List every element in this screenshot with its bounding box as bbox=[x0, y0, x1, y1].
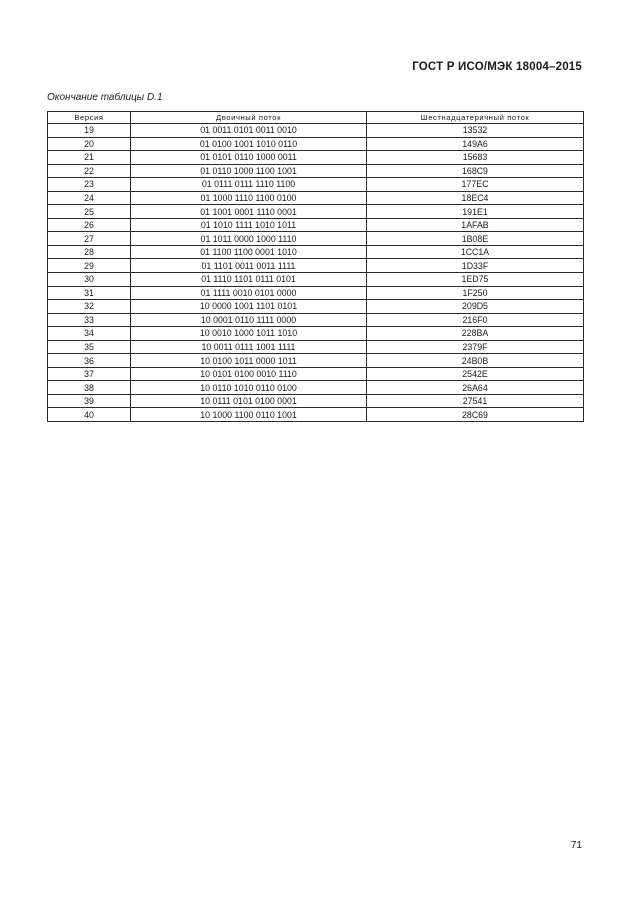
table-row bbox=[48, 137, 584, 151]
version-stream-table bbox=[47, 111, 584, 422]
cell-binary-stream: 10 0001 0110 1111 0000 bbox=[131, 313, 367, 327]
table-row bbox=[48, 191, 584, 205]
cell-hex-stream: 177EC bbox=[367, 178, 584, 192]
cell-hex-stream: 18EC4 bbox=[367, 191, 584, 205]
cell-version: 37 bbox=[48, 367, 131, 381]
table-row bbox=[48, 178, 584, 192]
column-header-version: Версия bbox=[48, 112, 131, 124]
cell-hex-stream: 1CC1A bbox=[367, 245, 584, 259]
page-number: 71 bbox=[570, 840, 582, 851]
table-row bbox=[48, 218, 584, 232]
table-header-row bbox=[48, 112, 584, 124]
table-row bbox=[48, 313, 584, 327]
table-row bbox=[48, 340, 584, 354]
cell-hex-stream: 209D5 bbox=[367, 300, 584, 314]
table-row bbox=[48, 381, 584, 395]
table-caption: Окончание таблицы D.1 bbox=[47, 92, 163, 103]
cell-version: 27 bbox=[48, 232, 131, 246]
table-row bbox=[48, 205, 584, 219]
cell-hex-stream: 24B0B bbox=[367, 354, 584, 368]
document-standard-title: ГОСТ Р ИСО/МЭК 18004–2015 bbox=[412, 61, 582, 73]
cell-version: 39 bbox=[48, 394, 131, 408]
table-row bbox=[48, 354, 584, 368]
cell-hex-stream: 26A64 bbox=[367, 381, 584, 395]
cell-version: 40 bbox=[48, 408, 131, 422]
table-row bbox=[48, 367, 584, 381]
cell-version: 26 bbox=[48, 218, 131, 232]
cell-hex-stream: 149A6 bbox=[367, 137, 584, 151]
cell-binary-stream: 01 0111 0111 1110 1100 bbox=[131, 178, 367, 192]
cell-version: 23 bbox=[48, 178, 131, 192]
cell-hex-stream: 2542E bbox=[367, 367, 584, 381]
cell-hex-stream: 28C69 bbox=[367, 408, 584, 422]
cell-binary-stream: 01 0011 0101 0011 0010 bbox=[131, 124, 367, 138]
cell-hex-stream: 15683 bbox=[367, 151, 584, 165]
cell-binary-stream: 01 0110 1000 1100 1001 bbox=[131, 164, 367, 178]
table-row bbox=[48, 124, 584, 138]
cell-hex-stream: 1ED75 bbox=[367, 273, 584, 287]
cell-hex-stream: 13532 bbox=[367, 124, 584, 138]
cell-version: 19 bbox=[48, 124, 131, 138]
table-body bbox=[48, 124, 584, 422]
cell-binary-stream: 10 0000 1001 1101 0101 bbox=[131, 300, 367, 314]
cell-binary-stream: 01 0101 0110 1000 0011 bbox=[131, 151, 367, 165]
cell-binary-stream: 10 0111 0101 0100 0001 bbox=[131, 394, 367, 408]
cell-hex-stream: 191E1 bbox=[367, 205, 584, 219]
table-row bbox=[48, 164, 584, 178]
table-header bbox=[48, 112, 584, 124]
table-row bbox=[48, 245, 584, 259]
cell-version: 24 bbox=[48, 191, 131, 205]
cell-hex-stream: 2379F bbox=[367, 340, 584, 354]
cell-version: 20 bbox=[48, 137, 131, 151]
table-row bbox=[48, 408, 584, 422]
cell-version: 25 bbox=[48, 205, 131, 219]
cell-binary-stream: 01 1011 0000 1000 1110 bbox=[131, 232, 367, 246]
cell-version: 28 bbox=[48, 245, 131, 259]
cell-binary-stream: 10 0101 0100 0010 1110 bbox=[131, 367, 367, 381]
cell-hex-stream: 168C9 bbox=[367, 164, 584, 178]
cell-binary-stream: 01 1110 1101 0111 0101 bbox=[131, 273, 367, 287]
table-row bbox=[48, 327, 584, 341]
column-header-hex: Шестнадцатеричный поток bbox=[367, 112, 584, 124]
cell-version: 21 bbox=[48, 151, 131, 165]
cell-version: 34 bbox=[48, 327, 131, 341]
cell-version: 29 bbox=[48, 259, 131, 273]
cell-version: 35 bbox=[48, 340, 131, 354]
cell-binary-stream: 10 1000 1100 0110 1001 bbox=[131, 408, 367, 422]
cell-hex-stream: 1AFAB bbox=[367, 218, 584, 232]
table-row bbox=[48, 286, 584, 300]
cell-version: 22 bbox=[48, 164, 131, 178]
cell-version: 36 bbox=[48, 354, 131, 368]
cell-hex-stream: 1B08E bbox=[367, 232, 584, 246]
cell-hex-stream: 27541 bbox=[367, 394, 584, 408]
cell-version: 32 bbox=[48, 300, 131, 314]
cell-binary-stream: 01 1010 1111 1010 1011 bbox=[131, 218, 367, 232]
cell-binary-stream: 10 0100 1011 0000 1011 bbox=[131, 354, 367, 368]
column-header-binary: Двоичный поток bbox=[131, 112, 367, 124]
cell-version: 33 bbox=[48, 313, 131, 327]
table-row bbox=[48, 259, 584, 273]
table-row bbox=[48, 232, 584, 246]
table-row bbox=[48, 151, 584, 165]
cell-binary-stream: 01 1100 1100 0001 1010 bbox=[131, 245, 367, 259]
table-row bbox=[48, 300, 584, 314]
cell-binary-stream: 01 1001 0001 1110 0001 bbox=[131, 205, 367, 219]
cell-binary-stream: 10 0110 1010 0110 0100 bbox=[131, 381, 367, 395]
cell-version: 30 bbox=[48, 273, 131, 287]
cell-binary-stream: 01 1111 0010 0101 0000 bbox=[131, 286, 367, 300]
cell-hex-stream: 1D33F bbox=[367, 259, 584, 273]
table-row bbox=[48, 273, 584, 287]
cell-hex-stream: 1F250 bbox=[367, 286, 584, 300]
cell-binary-stream: 01 0100 1001 1010 0110 bbox=[131, 137, 367, 151]
cell-binary-stream: 10 0010 1000 1011 1010 bbox=[131, 327, 367, 341]
cell-binary-stream: 01 1000 1110 1100 0100 bbox=[131, 191, 367, 205]
cell-binary-stream: 01 1101 0011 0011 1111 bbox=[131, 259, 367, 273]
cell-binary-stream: 10 0011 0111 1001 1111 bbox=[131, 340, 367, 354]
cell-version: 31 bbox=[48, 286, 131, 300]
cell-version: 38 bbox=[48, 381, 131, 395]
cell-hex-stream: 216F0 bbox=[367, 313, 584, 327]
cell-hex-stream: 228BA bbox=[367, 327, 584, 341]
table-row bbox=[48, 394, 584, 408]
